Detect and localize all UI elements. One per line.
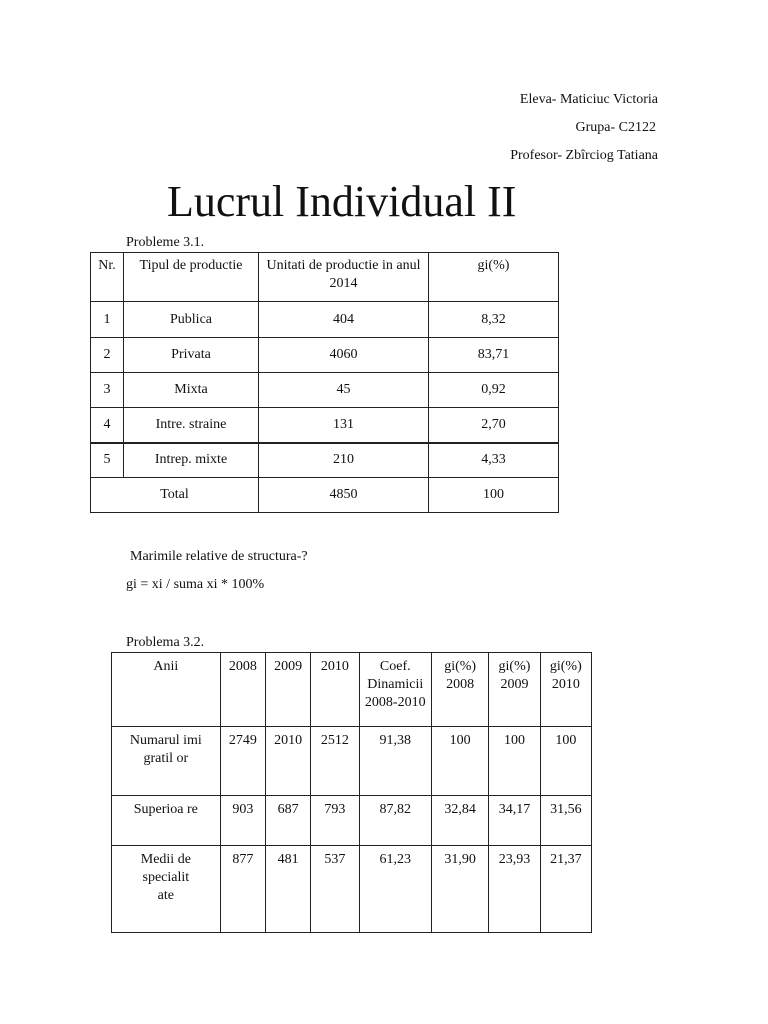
- header-cell: 2008: [220, 653, 265, 727]
- table-cell: 793: [311, 796, 359, 846]
- table-cell: 210: [259, 443, 429, 478]
- table-cell: 100: [431, 727, 488, 796]
- problem-3-1-label: Probleme 3.1.: [126, 235, 205, 250]
- table-cell: 2512: [311, 727, 359, 796]
- table-header-row: [112, 653, 592, 727]
- table-cell: 61,23: [359, 846, 431, 933]
- table-total-row: [91, 478, 559, 513]
- table-cell: 31,56: [540, 796, 591, 846]
- table-cell: 32,84: [431, 796, 488, 846]
- header-cell: 2010: [311, 653, 359, 727]
- total-gi: 100: [429, 478, 559, 513]
- header-cell: Tipul de productie: [124, 253, 259, 302]
- problem-3-2-label: Problema 3.2.: [126, 635, 205, 650]
- header-cell: gi(%) 2008: [431, 653, 488, 727]
- student-name: Eleva- Maticiuc Victoria: [519, 92, 658, 107]
- table-row: [91, 338, 559, 373]
- table-row: [91, 302, 559, 338]
- table-cell: 2010: [265, 727, 310, 796]
- table-cell: 0,92: [429, 373, 559, 408]
- table-cell: 481: [265, 846, 310, 933]
- table-cell: Privata: [124, 338, 259, 373]
- table-cell: 2749: [220, 727, 265, 796]
- total-label: Total: [91, 478, 259, 513]
- header-cell: gi(%): [429, 253, 559, 302]
- table-cell: 45: [259, 373, 429, 408]
- table-cell: 1: [91, 302, 124, 338]
- table-cell: 2,70: [429, 408, 559, 443]
- header-cell: Coef. Dinamicii 2008-2010: [359, 653, 431, 727]
- header-cell: gi(%) 2009: [489, 653, 540, 727]
- table-cell: 91,38: [359, 727, 431, 796]
- header-cell: 2009: [265, 653, 310, 727]
- header-cell: Nr.: [91, 253, 124, 302]
- dynamics-table: [111, 652, 592, 933]
- table-cell: 34,17: [489, 796, 540, 846]
- production-table: [90, 252, 559, 513]
- table-cell: 83,71: [429, 338, 559, 373]
- table-cell: 87,82: [359, 796, 431, 846]
- page-title: Lucrul Individual II: [167, 177, 517, 226]
- table-cell: Intre. straine: [124, 408, 259, 443]
- table-cell: Mixta: [124, 373, 259, 408]
- table-cell: Numarul imi gratil or: [112, 727, 221, 796]
- formula: gi = xi / suma xi * 100%: [126, 577, 265, 592]
- table-cell: 537: [311, 846, 359, 933]
- table-row: [91, 443, 559, 478]
- table-cell: 877: [220, 846, 265, 933]
- total-units: 4850: [259, 478, 429, 513]
- table-cell: Superioa re: [112, 796, 221, 846]
- table-cell: 4,33: [429, 443, 559, 478]
- header-cell: Anii: [112, 653, 221, 727]
- table-cell: 5: [91, 443, 124, 478]
- table-row: [112, 727, 592, 796]
- table-cell: 100: [540, 727, 591, 796]
- table-row: [112, 846, 592, 933]
- group-name: Grupa- C2122: [575, 120, 656, 135]
- table-cell: 131: [259, 408, 429, 443]
- table-row: [91, 373, 559, 408]
- table-header-row: [91, 253, 559, 302]
- table-row: [112, 796, 592, 846]
- table-cell: Intrep. mixte: [124, 443, 259, 478]
- table-cell: 687: [265, 796, 310, 846]
- table-cell: 21,37: [540, 846, 591, 933]
- table-row: [91, 408, 559, 443]
- table-cell: 3: [91, 373, 124, 408]
- table-cell: 2: [91, 338, 124, 373]
- table-cell: 8,32: [429, 302, 559, 338]
- header-cell: Unitati de productie in anul 2014: [259, 253, 429, 302]
- table-cell: 404: [259, 302, 429, 338]
- header-cell: gi(%) 2010: [540, 653, 591, 727]
- table-cell: 903: [220, 796, 265, 846]
- table-cell: Medii de specialit ate: [112, 846, 221, 933]
- relative-structure-note: Marimile relative de structura-?: [130, 549, 308, 564]
- table-cell: 4060: [259, 338, 429, 373]
- table-cell: 4: [91, 408, 124, 443]
- professor-name: Profesor- Zbîrciog Tatiana: [510, 148, 658, 163]
- table-cell: 31,90: [431, 846, 488, 933]
- table-cell: 100: [489, 727, 540, 796]
- table-cell: Publica: [124, 302, 259, 338]
- table-cell: 23,93: [489, 846, 540, 933]
